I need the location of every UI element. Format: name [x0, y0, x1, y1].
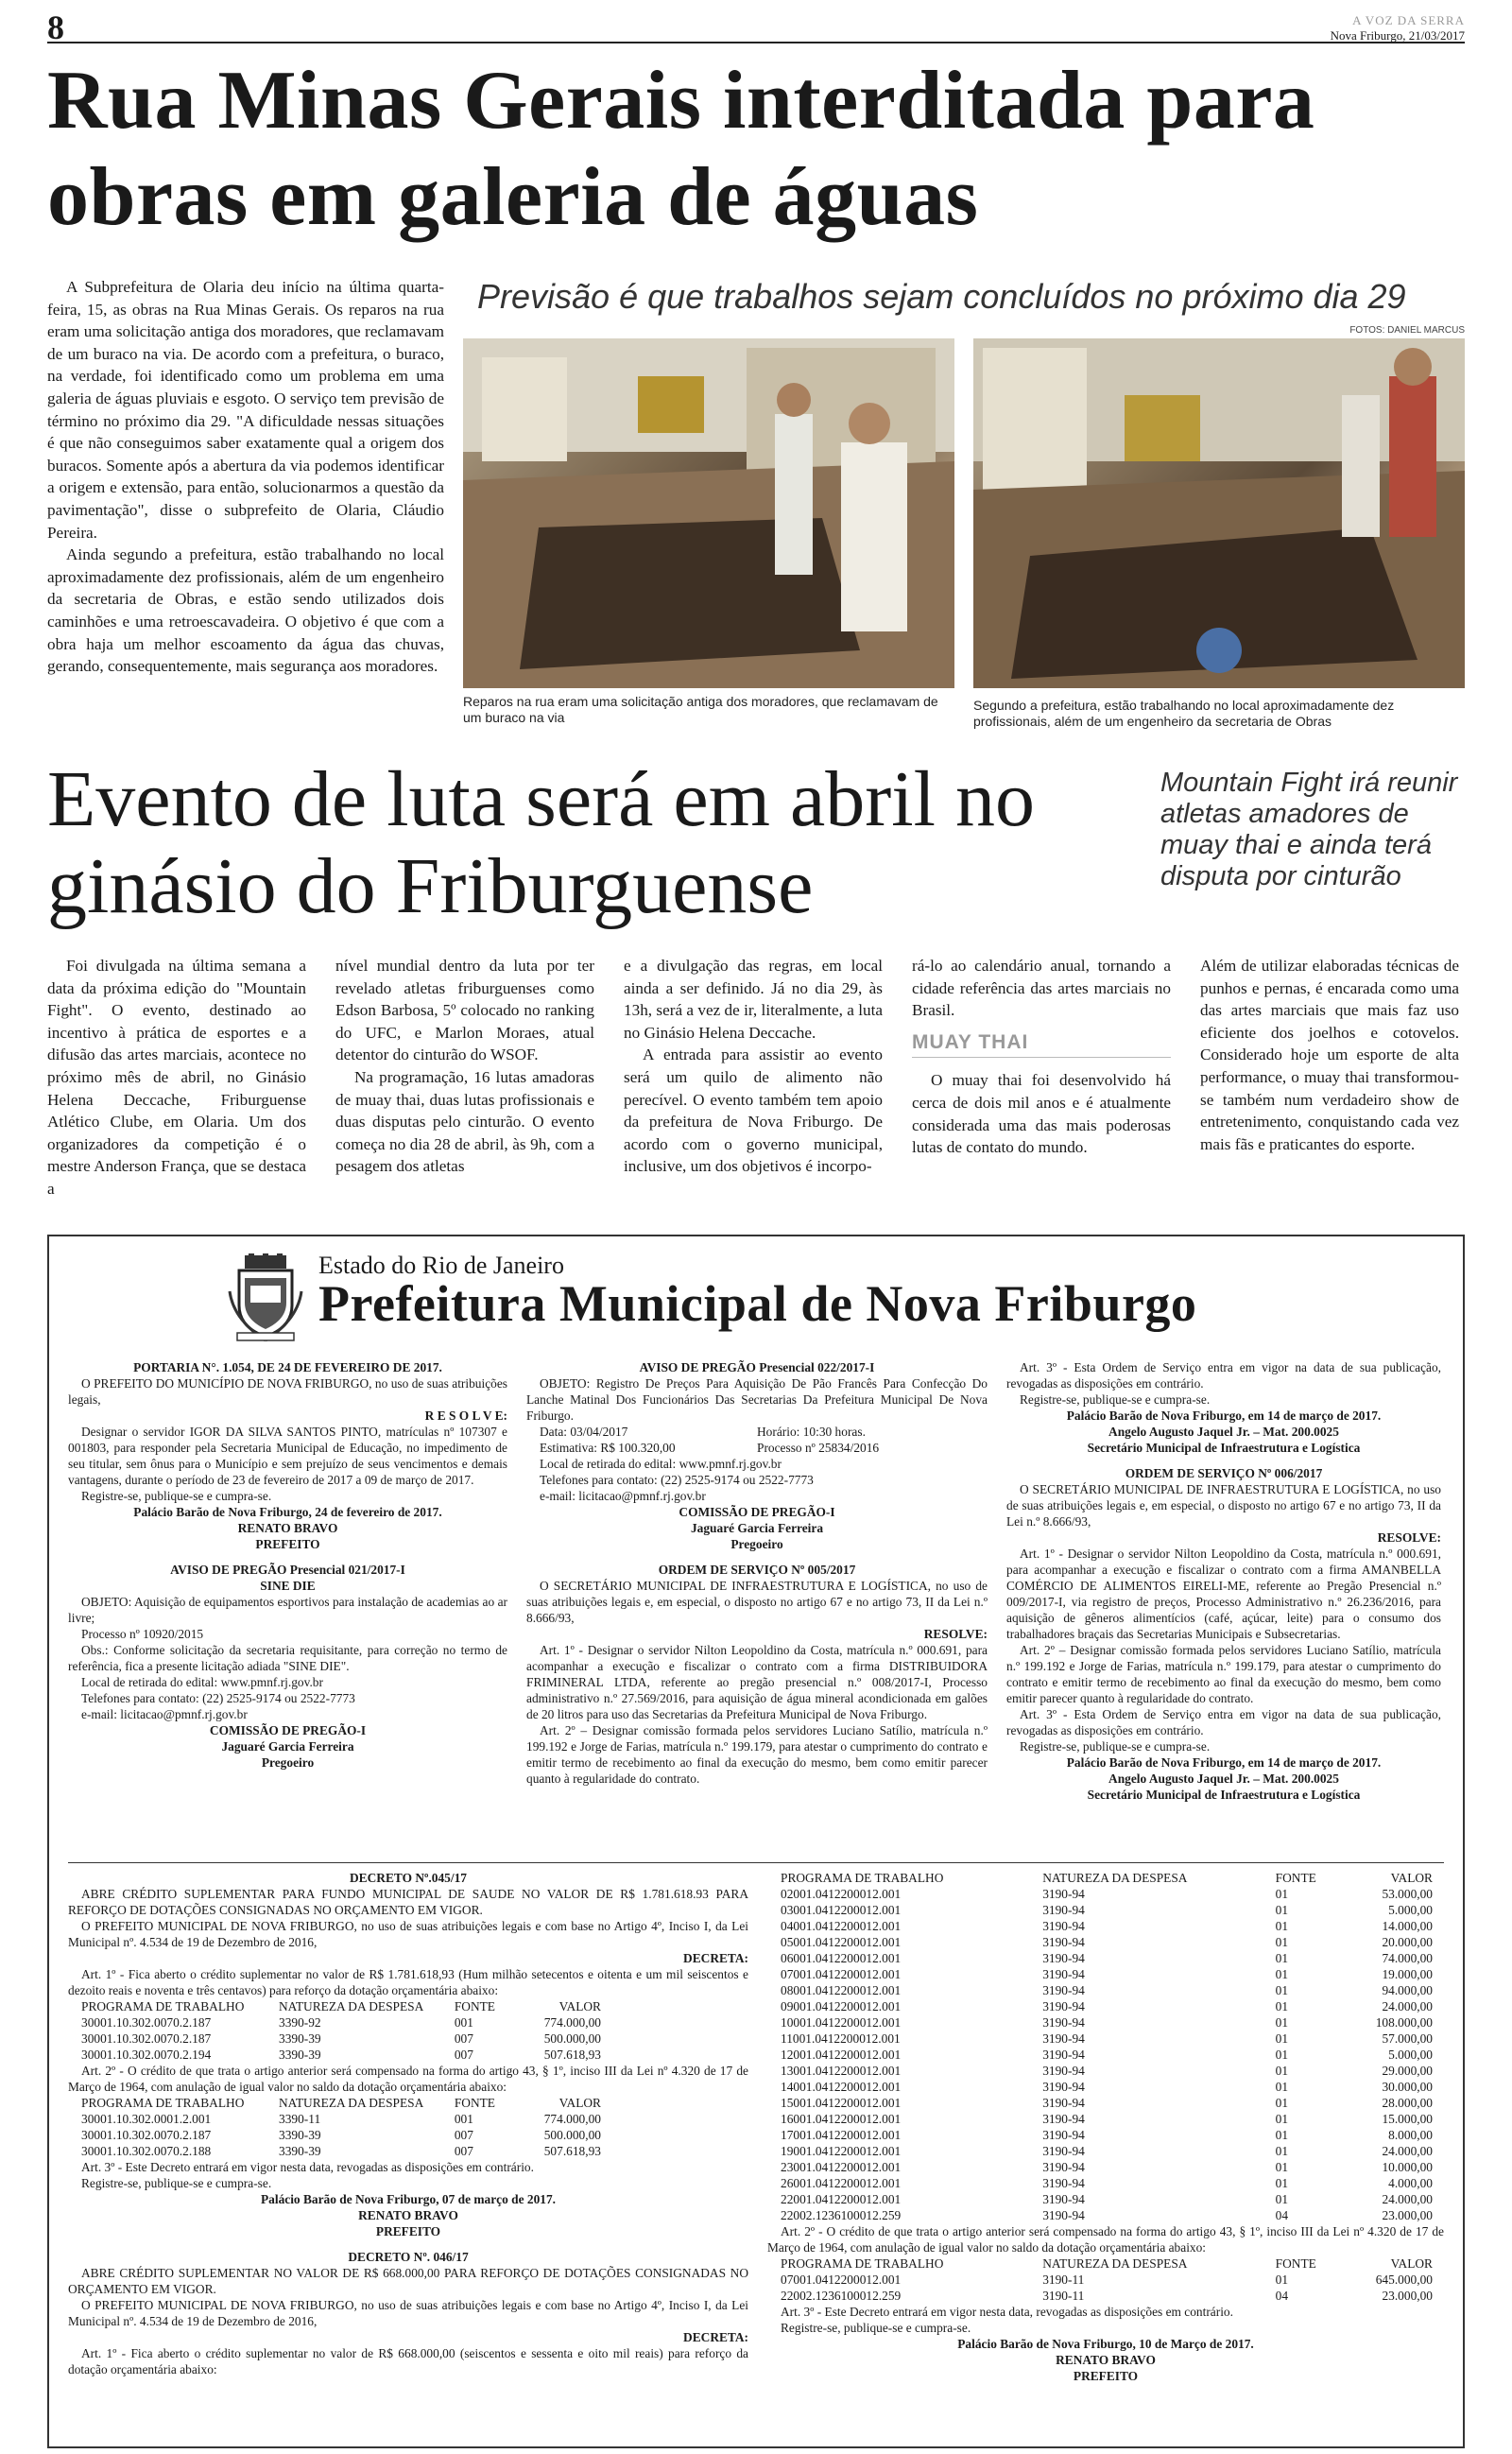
story2-paragraph: Além de utilizar elaboradas técnicas de punhos e pernas, é encarada como uma das artes marciais que mais faz uso eficiente dos joelhos e cotovelos. Considerado hoje um esporte de alta performance, o muay thai transformou-se também num verdadeiro show de entretenimento, conquistando cada vez mais fãs e praticantes do esporte. [1200, 957, 1459, 1153]
table-cell: 01 [1275, 2273, 1289, 2287]
table-cell: 3190-94 [1042, 2096, 1085, 2110]
column-header: VALOR [558, 1999, 601, 2013]
table-cell: 26001.0412200012.001 [781, 2176, 902, 2190]
table-cell: 3190-94 [1042, 1919, 1085, 1933]
signer-role: Secretário Municipal de Infraestrutura e Logística [1087, 1788, 1361, 1802]
table-cell: 01 [1275, 2015, 1289, 2030]
decreto-title: DECRETO Nº.045/17 [350, 1871, 467, 1885]
table-row [781, 1902, 1433, 1918]
portaria-intro: O PREFEITO DO MUNICÍPIO DE NOVA FRIBURGO, no uso de suas atribuições legais, [68, 1376, 507, 1407]
coat-of-arms-icon [228, 1253, 303, 1343]
table-cell: 30.000,00 [1382, 2080, 1433, 2094]
table-cell: 001 [454, 2112, 473, 2126]
registre-text: Registre-se, publique-se e cumpra-se. [1020, 1392, 1211, 1407]
story2-paragraph: rá-lo ao calendário anual, tornando a cidade referência das artes marciais no Brasil. [912, 957, 1171, 1020]
table-cell: 24.000,00 [1382, 2192, 1433, 2206]
table-cell: 01 [1275, 1983, 1289, 1997]
story1-subheadline: Previsão é que trabalhos sejam concluídos no próximo dia 29 [477, 277, 1406, 316]
registre-text: Registre-se, publique-se e cumpra-se. [81, 2176, 272, 2190]
table-row [781, 1982, 1433, 1998]
table-cell: 30001.10.302.0070.2.188 [81, 2144, 212, 2158]
budget-table [781, 1870, 1433, 2223]
signer-role: PREFEITO [255, 1537, 320, 1551]
table-cell: 3390-39 [279, 2031, 321, 2046]
table-cell: 04 [1275, 2289, 1289, 2303]
table-row [781, 2047, 1433, 2063]
table-cell: 19001.0412200012.001 [781, 2144, 902, 2158]
comissao-heading: COMISSÃO DE PREGÃO-I [679, 1505, 835, 1519]
table-cell: 3190-94 [1042, 2208, 1085, 2222]
table-row [781, 2143, 1433, 2159]
table-cell: 3190-94 [1042, 2080, 1085, 2094]
table-row [81, 2014, 733, 2031]
table-cell: 3390-92 [279, 2015, 321, 2030]
table-cell: 3190-11 [1042, 2273, 1085, 2287]
table-cell: 3190-94 [1042, 1951, 1085, 1965]
table-row [81, 2143, 733, 2159]
table-cell: 01 [1275, 2080, 1289, 2094]
table-cell: 08001.0412200012.001 [781, 1983, 902, 1997]
table-cell: 20.000,00 [1382, 1935, 1433, 1949]
palacio-line: Palácio Barão de Nova Friburgo, em 14 de março de 2017. [1066, 1408, 1382, 1423]
aviso-objeto: OBJETO: Aquisição de equipamentos esportivos para instalação de academias ao ar livre; [68, 1595, 507, 1625]
table-cell: 007 [454, 2048, 473, 2062]
column-header: FONTE [1275, 1871, 1316, 1885]
table-cell: 22002.1236100012.259 [781, 2208, 902, 2222]
resolve-heading: RESOLVE: [923, 1627, 988, 1641]
signer-name: Angelo Augusto Jaquel Jr. – Mat. 200.0025 [1108, 1425, 1339, 1439]
table-row [781, 1886, 1433, 1902]
column-header: NATUREZA DA DESPESA [279, 1999, 424, 2013]
decreta-heading: DECRETA: [683, 1951, 748, 1965]
table-cell: 07001.0412200012.001 [781, 1967, 902, 1981]
table-cell: 3390-39 [279, 2048, 321, 2062]
table-row [781, 1966, 1433, 1982]
palacio-line: Palácio Barão de Nova Friburgo, em 14 de março de 2017. [1066, 1755, 1382, 1770]
palacio-line: Palácio Barão de Nova Friburgo, 07 de março de 2017. [260, 2192, 557, 2206]
aviso-telefones: Telefones para contato: (22) 2525-9174 ou 2522-7773 [540, 1473, 814, 1487]
table-row [781, 2127, 1433, 2143]
aviso-local: Local de retirada do edital: www.pmnf.rj.gov.br [81, 1675, 323, 1689]
table-cell: 15001.0412200012.001 [781, 2096, 902, 2110]
table-cell: 30001.10.302.0070.2.187 [81, 2128, 212, 2142]
column-header: PROGRAMA DE TRABALHO [81, 1999, 245, 2013]
table-cell: 30001.10.302.0070.2.194 [81, 2048, 212, 2062]
decreto-heading: ABRE CRÉDITO SUPLEMENTAR NO VALOR DE R$ 668.000,00 PARA REFORÇO DE DOTAÇÕES CONSIGNADAS NO ORÇAMENTO EM VIGOR. [68, 2266, 748, 2296]
aviso-date-row [526, 1424, 988, 1440]
table-cell: 02001.0412200012.001 [781, 1887, 902, 1901]
signer-role: PREFEITO [375, 2224, 441, 2238]
table-cell: 30001.10.302.0070.2.187 [81, 2031, 212, 2046]
budget-table-body [781, 2272, 1433, 2304]
table-cell: 01 [1275, 2176, 1289, 2190]
decree-column-1 [68, 1870, 748, 2377]
table-cell: 23.000,00 [1382, 2208, 1433, 2222]
table-row [81, 2127, 733, 2143]
table-row [781, 2031, 1433, 2047]
palacio-line: Palácio Barão de Nova Friburgo, 24 de fevereiro de 2017. [133, 1505, 442, 1519]
table-cell: 774.000,00 [543, 2112, 601, 2126]
table-cell: 30001.10.302.0001.2.001 [81, 2112, 212, 2126]
story2-paragraph: Foi divulgada na última semana a data da próxima edição do "Mountain Fight". O evento, destinado ao incentivo à prática de esportes e a difusão das artes marciais, acontece no próximo mês de abril, no Ginásio Helena Deccache, Friburguense Atlético Clube, em Olaria. Um dos organizadores da competição é o mestre Anderson França, que se destaca a [47, 957, 306, 1198]
signer-role: Secretário Municipal de Infraestrutura e Logística [1087, 1441, 1361, 1455]
pregoeiro-role: Pregoeiro [730, 1537, 783, 1551]
table-cell: 04 [1275, 2208, 1289, 2222]
story2-column-2 [335, 955, 594, 1178]
table-cell: 94.000,00 [1382, 1983, 1433, 1997]
table-cell: 3190-94 [1042, 1967, 1085, 1981]
aviso-telefones: Telefones para contato: (22) 2525-9174 ou 2522-7773 [81, 1691, 355, 1705]
ordem-art1: Art. 1º - Designar o servidor Nilton Leopoldino da Costa, matrícula n.º 000.691, para acompanhar a execução e fiscalizar o contrato com a firma DISTRIBUIDORA FRIMINERAL LTDA, referente ao pregão presencial n.º 008/2017-I, Processo administrativo n.º 27.569/2016, para aquisição de água mineral acondicionada em galões de 20 litros para uso das Secretarias da Prefeitura Municipal de Nova Friburgo. [526, 1643, 988, 1721]
state-name: Estado do Rio de Janeiro [318, 1252, 564, 1279]
construction-photo-1 [463, 338, 954, 688]
resolve-heading: R E S O L V E: [424, 1408, 507, 1423]
table-row [781, 2063, 1433, 2079]
pregoeiro-name: Jaguaré Garcia Ferreira [221, 1739, 354, 1754]
table-cell: 8.000,00 [1388, 2128, 1433, 2142]
ordem-title: ORDEM DE SERVIÇO Nº 005/2017 [658, 1563, 856, 1577]
table-row [781, 1998, 1433, 2014]
table-row [781, 2095, 1433, 2111]
table-cell: 3190-94 [1042, 2160, 1085, 2174]
construction-photo-2 [973, 338, 1465, 688]
comissao-heading: COMISSÃO DE PREGÃO-I [209, 1723, 367, 1737]
aviso-processo: Processo nº 25834/2016 [757, 1441, 880, 1455]
table-cell: 22002.1236100012.259 [781, 2289, 902, 2303]
table-cell: 01 [1275, 2048, 1289, 2062]
decree-column-2 [767, 1870, 1444, 2384]
table-cell: 507.618,93 [543, 2144, 601, 2158]
table-cell: 007 [454, 2128, 473, 2142]
story2-paragraph: e a divulgação das regras, em local ainda a ser definido. Já no dia 29, às 13h, será a vez de ir, literalmente, a luta no Ginásio Helena Deccache. [624, 957, 883, 1042]
table-cell: 22001.0412200012.001 [781, 2192, 902, 2206]
table-cell: 15.000,00 [1382, 2112, 1433, 2126]
ordem-art3: Art. 3º - Esta Ordem de Serviço entra em vigor na data de sua publicação, revogadas as disposições em contrário. [1006, 1360, 1441, 1391]
table-cell: 3390-39 [279, 2144, 321, 2158]
table-cell: 774.000,00 [543, 2015, 601, 2030]
column-header: FONTE [454, 2096, 495, 2110]
notice-column-3 [1006, 1359, 1441, 1803]
table-cell: 10.000,00 [1382, 2160, 1433, 2174]
table-cell: 01 [1275, 2031, 1289, 2046]
decreto-art1: Art. 1º - Fica aberto o crédito suplementar no valor de R$ 668.000,00 (seiscentos e sessenta e oito mil reais) para reforço da dotação orçamentária abaixo: [68, 2346, 748, 2376]
table-cell: 4.000,00 [1388, 2176, 1433, 2190]
notice-column-1 [68, 1359, 507, 1771]
table-cell: 3190-11 [1042, 2289, 1085, 2303]
column-header: NATUREZA DA DESPESA [279, 2096, 424, 2110]
decreto-art3: Art. 3º - Este Decreto entrará em vigor nesta data, revogadas as disposições em contrário. [81, 2160, 534, 2174]
story2-paragraph: O muay thai foi desenvolvido há cerca de dois mil anos e é atualmente considerada uma das mais poderosas lutas de contato do mundo. [912, 1071, 1171, 1157]
prefeitura-title: Prefeitura Municipal de Nova Friburgo [318, 1275, 1197, 1332]
table-cell: 01 [1275, 1887, 1289, 1901]
table-row [81, 2111, 733, 2127]
aviso-data: Data: 03/04/2017 [540, 1425, 628, 1439]
table-row [81, 2031, 733, 2047]
publication-name: A VOZ DA SERRA [1352, 13, 1465, 27]
budget-table [81, 2095, 733, 2159]
aviso-local: Local de retirada do edital: www.pmnf.rj.gov.br [540, 1457, 782, 1471]
table-cell: 01 [1275, 2064, 1289, 2078]
decreto-heading: ABRE CRÉDITO SUPLEMENTAR PARA FUNDO MUNICIPAL DE SAUDE NO VALOR DE R$ 1.781.618.93 PARA REFORÇO DE DOTAÇÕES CONSIGNADAS NO ORÇAMENTO EM VIGOR. [68, 1887, 748, 1917]
aviso-estimate-row [526, 1440, 988, 1456]
aviso-email: e-mail: licitacao@pmnf.rj.gov.br [81, 1707, 248, 1721]
column-header: VALOR [1390, 1871, 1433, 1885]
table-cell: 3190-94 [1042, 1935, 1085, 1949]
table-cell: 3190-94 [1042, 1903, 1085, 1917]
column-header: PROGRAMA DE TRABALHO [781, 1871, 944, 1885]
table-cell: 3190-94 [1042, 2064, 1085, 2078]
table-cell: 108.000,00 [1375, 2015, 1433, 2030]
ordem-art2: Art. 2º – Designar comissão formada pelos servidores Luciano Satílio, matrícula n.º 199.192 e Jorge de Farias, matrícula n.º 199.179, para atestar o cumprimento do contrato e emitir termo de recebimento ao final da execução do mesmo, bem como emitir parecer quanto à regularidade do contrato. [1006, 1643, 1441, 1705]
table-cell: 01 [1275, 2096, 1289, 2110]
column-header: PROGRAMA DE TRABALHO [781, 2256, 944, 2271]
table-cell: 3390-39 [279, 2128, 321, 2142]
table-cell: 01 [1275, 1951, 1289, 1965]
ordem-art3: Art. 3º - Esta Ordem de Serviço entra em vigor na data de sua publicação, revogadas as disposições em contrário. [1006, 1707, 1441, 1737]
table-cell: 5.000,00 [1388, 1903, 1433, 1917]
decreto-title: DECRETO Nº. 046/17 [348, 2250, 469, 2264]
story2-column-5 [1200, 955, 1459, 1155]
decreto-intro: O PREFEITO MUNICIPAL DE NOVA FRIBURGO, no uso de suas atribuições legais e com base no Artigo 4º, Inciso I, da Lei Municipal nº. 4.534 de 19 de Dezembro de 2016, [68, 2298, 748, 2328]
table-cell: 23.000,00 [1382, 2289, 1433, 2303]
notice-column-2 [526, 1359, 988, 1787]
story1-paragraph: A Subprefeitura de Olaria deu início na última quarta-feira, 15, as obras na Rua Minas Gerais. Os reparos na rua eram uma solicitação antiga dos moradores, que reclamavam de um buraco na via. De acordo com a prefeitura, o buraco, na verdade, foi identificado como um problema em uma galeria de águas pluviais e esgoto. O serviço tem previsão de término no próximo dia 29. "A dificuldade nessas situações é que não conseguimos saber exatamente qual a origem dos buracos. Somente após a abertura da via podemos identificar a origem e extensão, para então, solucionarmos a questão da pavimentação", disse o subprefeito de Olaria, Cláudio Pereira. [47, 278, 444, 542]
page-number: 8 [47, 9, 64, 46]
palacio-line: Palácio Barão de Nova Friburgo, 10 de Março de 2017. [957, 2337, 1254, 2351]
table-cell: 01 [1275, 2112, 1289, 2126]
portaria-title: PORTARIA N°. 1.054, DE 24 DE FEVEREIRO DE 2017. [133, 1360, 442, 1374]
table-cell: 500.000,00 [543, 2031, 601, 2046]
table-cell: 01 [1275, 2160, 1289, 2174]
registre-text: Registre-se, publique-se e cumpra-se. [81, 1489, 272, 1503]
table-cell: 01 [1275, 1903, 1289, 1917]
decreta-heading: DECRETA: [683, 2330, 748, 2344]
resolve-heading: RESOLVE: [1377, 1530, 1441, 1545]
table-cell: 3190-94 [1042, 2192, 1085, 2206]
table-cell: 3190-94 [1042, 2112, 1085, 2126]
dateline: Nova Friburgo, 21/03/2017 [1330, 28, 1465, 43]
table-row [781, 2272, 1433, 2288]
portaria-body: Designar o servidor IGOR DA SILVA SANTOS PINTO, matrículas nº 107307 e 001803, para responder pela Secretaria Municipal de Educação, no impedimento de seu titular, sem ônus para o Município e sem prejuízo de seus vencimentos e demais vantagens, durante o período de 23 de fevereiro de 2017 a 09 de março de 2017. [68, 1425, 507, 1487]
table-row [781, 2014, 1433, 2031]
table-row [781, 1918, 1433, 1934]
table-cell: 645.000,00 [1375, 2273, 1433, 2287]
table-row [781, 2288, 1433, 2304]
table-cell: 14.000,00 [1382, 1919, 1433, 1933]
table-cell: 3390-11 [279, 2112, 321, 2126]
table-cell: 001 [454, 2015, 473, 2030]
signer-name: Angelo Augusto Jaquel Jr. – Mat. 200.0025 [1108, 1771, 1339, 1786]
table-cell: 007 [454, 2144, 473, 2158]
table-cell: 3190-94 [1042, 2144, 1085, 2158]
table-row [781, 2191, 1433, 2207]
table-cell: 01 [1275, 1999, 1289, 2013]
table-cell: 23001.0412200012.001 [781, 2160, 902, 2174]
table-cell: 09001.0412200012.001 [781, 1999, 902, 2013]
aviso-obs: Obs.: Conforme solicitação da secretaria requisitante, para correção no termo de referência, fica a presente licitação adiada "SINE DIE". [68, 1643, 507, 1673]
table-cell: 57.000,00 [1382, 2031, 1433, 2046]
table-cell: 13001.0412200012.001 [781, 2064, 902, 2078]
decreto-art3: Art. 3º - Este Decreto entrará em vigor nesta data, revogadas as disposições em contrário. [781, 2305, 1233, 2319]
ordem-art1: Art. 1º - Designar o servidor Nilton Leopoldino da Costa, matrícula n.º 000.691, para acompanhar a execução e fiscalizar o contrato com a firma AMANBELLA COMÉRCIO DE ALIMENTOS EIRELI-ME, referente ao Pregão Presencial n.º 009/2017-I, via registro de preços, Processo Administrativo n.º 26.236/2016, para aquisição de gêneros alimentícios (café, açúcar, leite) para o consumo dos trabalhadores braçais das Secretarias Municipais e Subsecretarias. [1006, 1547, 1441, 1641]
table-cell: 29.000,00 [1382, 2064, 1433, 2078]
aviso-processo: Processo nº 10920/2015 [81, 1627, 204, 1641]
aviso-estimativa: Estimativa: R$ 100.320,00 [540, 1441, 676, 1455]
column-header: NATUREZA DA DESPESA [1042, 1871, 1188, 1885]
story1-paragraph: Ainda segundo a prefeitura, estão trabalhando no local aproximadamente dez profissionais, além de um engenheiro da secretaria de Obras, e estão sendo utilizados dois caminhões e uma retroescavadeira. O objetivo é que com a obra haja um melhor escoamento da água das chuvas, gerando, consequentemente, mais segurança aos moradores. [47, 545, 444, 676]
aviso-objeto: OBJETO: Registro De Preços Para Aquisição De Pão Francês Para Confecção Do Lanche Matinal Dos Funcionários Das Secretarias Da Prefeitura Municipal De Nova Friburgo. [526, 1376, 988, 1423]
decreto-intro: O PREFEITO MUNICIPAL DE NOVA FRIBURGO, no uso de suas atribuições legais e com base no Artigo 4º, Inciso I, da Lei Municipal nº. 4.534 de 19 de Dezembro de 2016, [68, 1919, 748, 1949]
story2-paragraph: A entrada para assistir ao evento será um quilo de alimento não perecível. O evento também tem apoio da prefeitura de Nova Friburgo. De acordo com o governo municipal, inclusive, um dos objetivos é incorpo- [624, 1046, 883, 1176]
column-header: VALOR [558, 2096, 601, 2110]
ordem-art2: Art. 2º – Designar comissão formada pelos servidores Luciano Satílio, matrícula n.º 199.192 e Jorge de Farias, matrícula n.º 199.179, para atestar o cumprimento do contrato e emitir termo de recebimento ao final da execução do mesmo, bem como emitir parecer quanto à regularidade do contrato. [526, 1723, 988, 1786]
table-cell: 007 [454, 2031, 473, 2046]
aviso-subtitle: SINE DIE [260, 1579, 316, 1593]
table-cell: 3190-94 [1042, 1983, 1085, 1997]
story2-paragraph: nível mundial dentro da luta por ter revelado atletas friburguenses como Edson Barbosa, 5º colocado no ranking do UFC, e Marlon Moraes, atual detentor do cinturão do WSOF. [335, 957, 594, 1064]
ordem-title: ORDEM DE SERVIÇO Nº 006/2017 [1125, 1466, 1323, 1480]
masthead [1331, 13, 1465, 43]
aviso-title: AVISO DE PREGÃO Presencial 022/2017-I [639, 1360, 875, 1374]
table-cell: 3190-94 [1042, 1999, 1085, 2013]
aviso-horario: Horário: 10:30 horas. [757, 1425, 866, 1439]
table-row [81, 2047, 733, 2063]
registre-text: Registre-se, publique-se e cumpra-se. [1020, 1739, 1211, 1754]
table-row [781, 2207, 1433, 2223]
table-cell: 10001.0412200012.001 [781, 2015, 902, 2030]
story2-subheadline: Mountain Fight irá reunir atletas amadores de muay thai e ainda terá disputa por cinturão [1160, 768, 1458, 891]
signer-name: RENATO BRAVO [358, 2208, 458, 2222]
table-cell: 01 [1275, 2144, 1289, 2158]
table-cell: 3190-94 [1042, 2031, 1085, 2046]
table-cell: 01 [1275, 1967, 1289, 1981]
table-row [781, 2159, 1433, 2175]
table-cell: 3190-94 [1042, 1887, 1085, 1901]
table-cell: 12001.0412200012.001 [781, 2048, 902, 2062]
table-cell: 03001.0412200012.001 [781, 1903, 902, 1917]
column-header: FONTE [454, 1999, 495, 2013]
table-cell: 3190-94 [1042, 2015, 1085, 2030]
table-cell: 3190-94 [1042, 2176, 1085, 2190]
aviso-email: e-mail: licitacao@pmnf.rj.gov.br [540, 1489, 706, 1503]
story2-paragraph: Na programação, 16 lutas amadoras de muay thai, duas lutas profissionais e duas disputas pelo cinturão. O evento começa no dia 28 de abril, às 9h, com a pesagem dos atletas [335, 1067, 594, 1176]
ordem-intro: O SECRETÁRIO MUNICIPAL DE INFRAESTRUTURA E LOGÍSTICA, no uso de suas atribuições legais e, em especial, o disposto no artigo 67 e no artigo 73, II da Lei n.º 8.666/93, [1006, 1482, 1441, 1529]
table-row [781, 1950, 1433, 1966]
section-label-muay-thai: MUAY THAI [912, 1031, 1171, 1059]
story1-headline: Rua Minas Gerais interditada para obras em galeria de águas [47, 55, 1315, 243]
table-row [781, 2079, 1433, 2095]
table-cell: 11001.0412200012.001 [781, 2031, 901, 2046]
top-rule [47, 42, 1465, 43]
column-header: NATUREZA DA DESPESA [1042, 2256, 1188, 2271]
table-cell: 01 [1275, 1919, 1289, 1933]
decreto-art1: Art. 1º - Fica aberto o crédito suplementar no valor de R$ 1.781.618,93 (Hum milhão setecentos e oitenta e um mil seiscentos e dezoito reais e noventa e três centavos) para reforço da dotação orçamentária abaixo: [68, 1967, 748, 1997]
signer-role: PREFEITO [1073, 2369, 1139, 2383]
table-row [781, 2111, 1433, 2127]
table-cell: 74.000,00 [1382, 1951, 1433, 1965]
story2-column-3 [624, 955, 883, 1178]
table-cell: 16001.0412200012.001 [781, 2112, 902, 2126]
photo-caption-2: Segundo a prefeitura, estão trabalhando no local aproximadamente dez profissionais, além de um engenheiro da secretaria de Obras [973, 698, 1395, 729]
table-cell: 04001.0412200012.001 [781, 1919, 902, 1933]
table-cell: 28.000,00 [1382, 2096, 1433, 2110]
aviso-title: AVISO DE PREGÃO Presencial 021/2017-I [170, 1563, 405, 1577]
signer-name: RENATO BRAVO [1056, 2353, 1156, 2367]
registre-text: Registre-se, publique-se e cumpra-se. [781, 2321, 971, 2335]
budget-table-body [781, 1886, 1433, 2223]
pregoeiro-role: Pregoeiro [261, 1755, 315, 1770]
budget-table [81, 1998, 733, 2063]
story1-body [47, 276, 444, 678]
pregoeiro-name: Jaguaré Garcia Ferreira [690, 1521, 824, 1535]
story2-headline: Evento de luta será em abril no ginásio do Friburguense [47, 755, 1035, 930]
story2-column-1 [47, 955, 306, 1201]
budget-table [781, 2255, 1433, 2304]
table-cell: 507.618,93 [543, 2048, 601, 2062]
notice-divider [68, 1862, 1444, 1863]
story2-column-4 [912, 955, 1171, 1159]
decreto-art2: Art. 2º - O crédito de que trata o artigo anterior será compensado na forma do artigo 43, § 1º, inciso III da Lei nº 4.320 de 17 de Março de 1964, com anulação de igual valor no saldo da dotação orçamentária abaixo: [767, 2224, 1444, 2255]
table-cell: 01 [1275, 2128, 1289, 2142]
table-cell: 06001.0412200012.001 [781, 1951, 902, 1965]
column-header: PROGRAMA DE TRABALHO [81, 2096, 245, 2110]
table-row [781, 2175, 1433, 2191]
table-cell: 01 [1275, 2192, 1289, 2206]
table-cell: 53.000,00 [1382, 1887, 1433, 1901]
photo-credit: FOTOS: DANIEL MARCUS [1349, 325, 1465, 336]
table-cell: 14001.0412200012.001 [781, 2080, 902, 2094]
table-cell: 500.000,00 [543, 2128, 601, 2142]
table-cell: 24.000,00 [1382, 1999, 1433, 2013]
decreto-art2: Art. 2º - O crédito de que trata o artigo anterior será compensado na forma do artigo 43, § 1º, inciso III da Lei nº 4.320 de 17 de Março de 1964, com anulação de igual valor no saldo da dotação orçamentária abaixo: [68, 2064, 748, 2094]
photo-caption-1: Reparos na rua eram uma solicitação antiga dos moradores, que reclamavam de um buraco na via [463, 694, 938, 725]
signer-name: RENATO BRAVO [237, 1521, 338, 1535]
column-header: FONTE [1275, 2256, 1316, 2271]
table-cell: 07001.0412200012.001 [781, 2273, 902, 2287]
table-cell: 30001.10.302.0070.2.187 [81, 2015, 212, 2030]
table-cell: 3190-94 [1042, 2048, 1085, 2062]
table-cell: 19.000,00 [1382, 1967, 1433, 1981]
table-cell: 3190-94 [1042, 2128, 1085, 2142]
table-cell: 01 [1275, 1935, 1289, 1949]
table-cell: 24.000,00 [1382, 2144, 1433, 2158]
column-header: VALOR [1390, 2256, 1433, 2271]
ordem-intro: O SECRETÁRIO MUNICIPAL DE INFRAESTRUTURA E LOGÍSTICA, no uso de suas atribuições legais e, em especial, o disposto no artigo 67 e no artigo 73, II da Lei n.º 8.666/93, [526, 1579, 988, 1625]
table-cell: 05001.0412200012.001 [781, 1935, 902, 1949]
table-cell: 17001.0412200012.001 [781, 2128, 902, 2142]
table-cell: 5.000,00 [1388, 2048, 1433, 2062]
table-row [781, 1934, 1433, 1950]
